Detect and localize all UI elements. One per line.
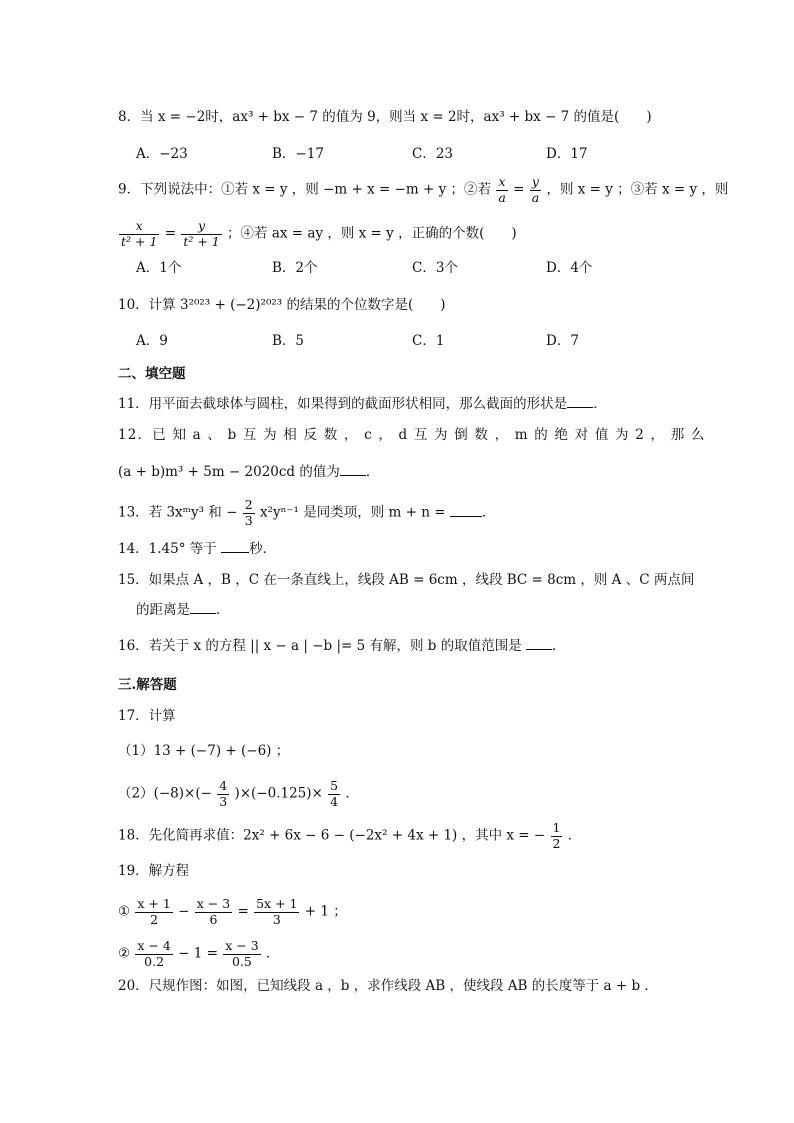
section-solve-heading: 三.解答题 [118,677,177,693]
question-19: 19．解方程 [118,863,190,879]
q17-fraction-5-4: $\frac{5}{4}$ [330,778,339,809]
q13-fraction-2-3: $\frac{2}{3}$ [244,497,253,528]
question-17-part2: （2）(−8)×(− $\frac{4}{3}$ )×(−0.125)× $\frac{5}{4}$ ． [118,778,359,809]
answer-blank[interactable] [340,474,366,476]
question-18: 18．先化简再求值：2x² + 6x − 6 − (−2x² + 4x + 1) ，其中 x = − $\frac{1}{2}$ ． [118,820,582,851]
answer-blank[interactable] [450,515,482,517]
question-17: 17．计算 [118,708,176,724]
question-16: 16．若关于 x 的方程 || x − a | −b |= 5 有解，则 b 的取值范围是 ． [118,638,566,654]
q9-fraction-y-over-a: $\frac{y}{a}$ [531,174,540,205]
question-15-line1: 15．如果点 A ，B ，C 在一条直线上，线段 AB = 6cm ，线段 BC = 8cm ，则 A 、C 两点间 [118,572,695,588]
q10-option-a: A．9 [136,333,168,349]
question-10: 10．计算 3²⁰²³ + (−2)²⁰²³ 的结果的个位数字是( ) [118,297,446,313]
q8-option-b: B．−17 [272,146,324,162]
answer-blank[interactable] [190,612,216,614]
q10-option-d: D．7 [546,333,579,349]
q8-option-c: C．23 [412,146,454,162]
question-13: 13．若 3xᵐy³ 和 − $\frac{2}{3}$ x²yⁿ⁻¹ 是同类项，则 m + n = ． [118,497,496,528]
answer-blank[interactable] [221,551,249,553]
question-9-line1: 9．下列说法中：①若 x = y ，则 −m + x = −m + y ；②若 $\frac{x}{a}$ = $\frac{y}{a}$ ，则 x = y ；③若 x = y ，则 [118,174,729,205]
question-12-line2: (a + b)m³ + 5m − 2020cd 的值为 ． [118,464,380,480]
section-fill-in-heading: 二、填空题 [118,366,186,382]
q8-option-a: A．−23 [136,146,188,162]
q9-text-b: ，则 x = y ；③若 x = y ，则 [546,181,729,198]
q9-option-d: D．4个 [546,260,593,276]
answer-blank[interactable] [526,648,552,650]
q10-option-b: B．5 [272,333,305,349]
q9-fraction-x-over-t2: $\frac{x}{\text{t² + 1}}$ [121,218,158,249]
question-8: 8．当 x = −2时，ax³ + bx − 7 的值为 9，则当 x = 2时，ax³ + bx − 7 的值是( ) [118,109,652,125]
question-20: 20．尺规作图：如图，已知线段 a ，b ，求作线段 AB ，使线段 AB 的长度等于 a + b ． [118,978,658,994]
question-11: 11．用平面去截球体与圆柱，如果得到的截面形状相同，那么截面的形状是 ． [118,396,607,412]
q18-fraction-1-2: $\frac{1}{2}$ [552,820,561,851]
eq2-frac-2: $\frac{x - 3}{0.5}$ [225,938,259,969]
eq1-frac-2: $\frac{x - 3}{6}$ [196,896,231,927]
q17-fraction-4-3: $\frac{4}{3}$ [219,778,228,809]
q9-option-a: A．1个 [136,260,182,276]
q9-option-c: C．3个 [412,260,458,276]
question-19-eq1: ① $\frac{x + 1}{2}$ − $\frac{x - 3}{6}$ = $\frac{5x + 1}{3}$ + 1 ； [118,896,347,927]
q9-option-b: B．2个 [272,260,318,276]
eq2-frac-1: $\frac{x - 4}{0.2}$ [137,938,171,969]
question-14: 14．1.45° 等于 秒． [118,541,277,557]
question-9-line2: $\frac{x}{\text{t² + 1}}$ = $\frac{y}{\text{t² + 1}}$ ；④若 ax = ay ，则 x = y ，正确的个数( ) [121,218,517,249]
question-15-line2: 的距离是 ． [136,602,230,618]
q9-fraction-x-over-a: $\frac{x}{a}$ [498,174,506,205]
q9-text-a: 9．下列说法中：①若 x = y ，则 −m + x = −m + y ；②若 [118,181,492,198]
q8-option-d: D．17 [546,146,588,162]
question-19-eq2: ② $\frac{x - 4}{0.2}$ − 1 = $\frac{x - 3}{0.5}$ ． [118,938,280,969]
eq1-frac-1: $\frac{x + 1}{2}$ [137,896,171,927]
eq1-frac-3: $\frac{5x + 1}{3}$ [256,896,298,927]
question-12-line1: 12．已 知 a 、 b 互 为 相 反 数 ， c ， d 互 为 倒 数 ， m 的 绝 对 值 为 2 ， 那 么 [118,427,706,443]
question-17-part1: （1）13 + (−7) + (−6) ； [118,743,290,759]
answer-blank[interactable] [567,406,593,408]
q10-option-c: C．1 [412,333,445,349]
q9-text-c: ；④若 ax = ay ，则 x = y ，正确的个数( ) [227,225,517,242]
q9-fraction-y-over-t2: $\frac{y}{\text{t² + 1}}$ [183,218,220,249]
